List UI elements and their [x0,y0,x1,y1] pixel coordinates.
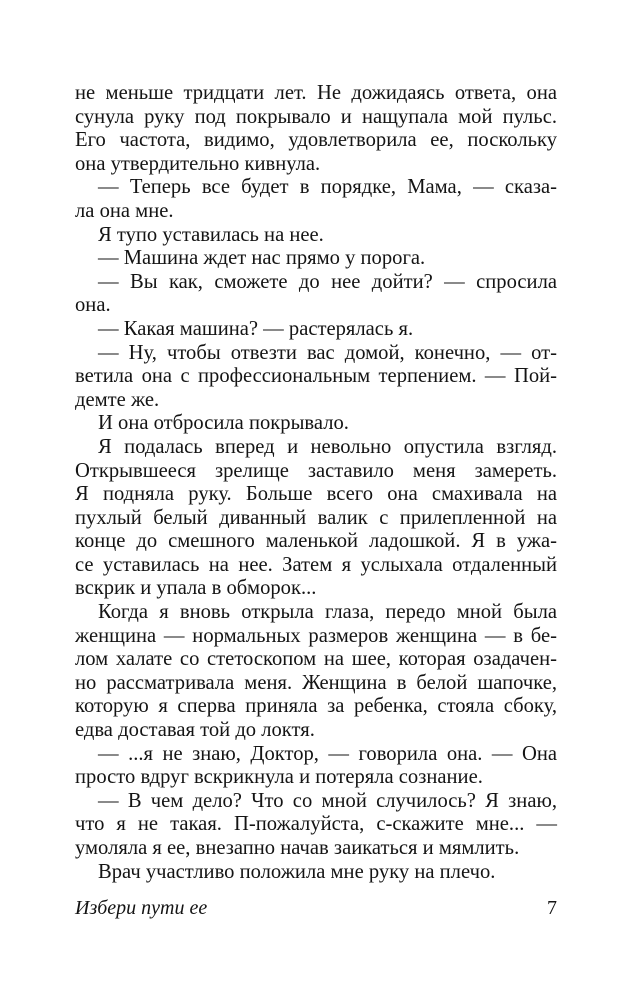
text-line: — В чем дело? Что со мной случилось? Я знаю, [98,789,557,812]
text-line: И она отбросила покрывало. [98,412,349,435]
text-line: но рассматривала меня. Женщина в белой шапочке, [75,671,557,694]
text-line: вскрик и упала в обморок... [75,577,317,600]
text-line: — Ну, чтобы отвезти вас домой, конечно, — от- [98,341,557,364]
text-line: умоляла я ее, внезапно начав заикаться и мямлить. [75,837,520,859]
text-line: се уставилась на нее. Затем я услыхала отдаленный [75,553,557,576]
text-line: лом халате со стетоскопом на шее, которая озадачен- [75,648,557,671]
text-line: пухлый белый диванный валик с прилепленной на [75,506,557,529]
text-line: — Теперь все будет в порядке, Мама, — сказа- [98,176,557,199]
text-line: Я подняла руку. Больше всего она смахивала на [75,483,557,506]
page-number: 7 [547,897,557,919]
text-line: она. [75,294,111,317]
running-footer-title: Избери пути ее [75,897,208,919]
text-line: Когда я вновь открыла глаза, передо мной была [98,601,557,624]
text-line: она утвердительно кивнула. [75,152,321,175]
body-text [75,82,557,884]
text-line: женщина — нормальных размеров женщина — в бе- [75,624,557,647]
text-line: сунула руку под покрывало и нащупала мой пульс. [75,105,557,128]
text-line: Врач участливо положила мне руку на плечо. [98,860,496,883]
text-line: Его частота, видимо, удовлетворила ее, поскольку [75,129,557,152]
text-line: — Какая машина? — растерялась я. [98,317,414,340]
text-line: — ...я не знаю, Доктор, — говорила она. — Она [98,742,557,765]
text-line: Я тупо уставилась на нее. [98,223,324,246]
text-line: Я подалась вперед и невольно опустила взгляд. [98,435,557,458]
text-line: что я не такая. П-пожалуйста, с-скажите мне... — [75,813,557,836]
text-line: демте же. [75,388,160,411]
text-line: которую я сперва приняла за ребенка, стояла сбоку, [75,695,557,718]
text-line: Открывшееся зрелище заставило меня замереть. [75,459,557,482]
text-line: не меньше тридцати лет. Не дожидаясь ответа, она [75,82,557,104]
page-footer [75,897,557,923]
text-line: едва доставая той до локтя. [75,719,315,742]
text-line: — Машина ждет нас прямо у порога. [98,247,426,270]
text-line: конце до смешного маленькой ладошкой. Я в ужа- [75,530,557,553]
text-line: ветила она с профессиональным терпением. — Пой- [75,365,557,388]
text-line: — Вы как, сможете до нее дойти? — спросила [98,270,557,293]
text-line: просто вдруг вскрикнула и потеряла сознание. [75,766,483,789]
text-line: ла она мне. [75,199,174,222]
